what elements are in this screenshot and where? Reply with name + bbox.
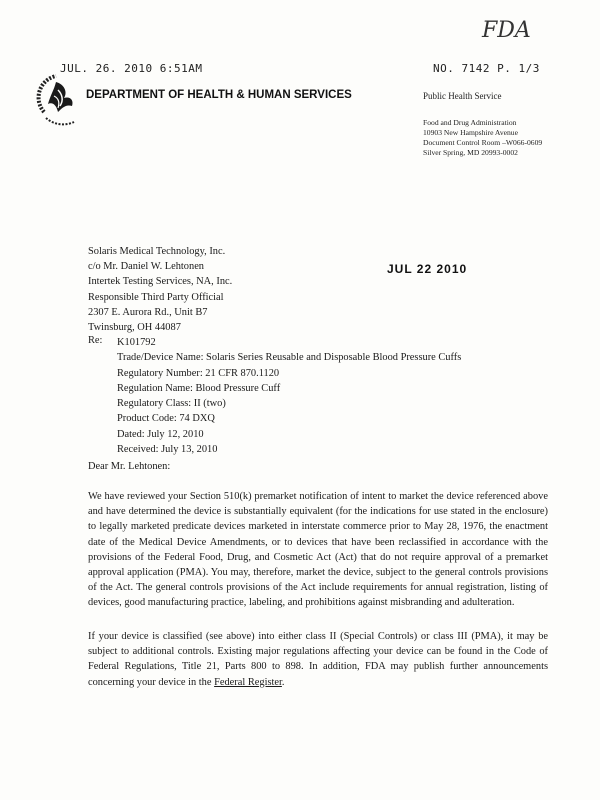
- paragraph-text: If your device is classified (see above) into either class II (Special Controls) or class III (PMA), it may be subject to additional controls. Existing major regulations affecting your device can be found in the Code of Federal Regulations, Title 21, Parts 800 to 898. In addition, FDA may publish further announcements concerning your device in the: [88, 631, 548, 688]
- fda-address-line: Document Control Room –W066-0609: [423, 138, 543, 147]
- fda-address: [423, 118, 542, 158]
- recipient-address: [88, 244, 232, 335]
- paragraph-additional-controls: [88, 629, 548, 690]
- re-line: Trade/Device Name: Solaris Series Reusable and Disposable Blood Pressure Cuffs: [117, 352, 462, 364]
- recipient-line: c/o Mr. Daniel W. Lehtonen: [88, 261, 205, 273]
- recipient-line: Solaris Medical Technology, Inc.: [88, 246, 226, 257]
- paragraph-end: .: [281, 676, 285, 688]
- fax-datetime: JUL. 26. 2010 6:51AM: [60, 62, 203, 75]
- re-label: Re:: [88, 335, 103, 346]
- received-date-stamp: JUL 22 2010: [387, 262, 468, 276]
- fda-address-line: 10903 New Hampshire Avenue: [423, 128, 518, 137]
- re-line: K101792: [117, 337, 156, 348]
- paragraph-substantial-equivalence: We have reviewed your Section 510(k) premarket notification of intent to market the device referenced above and have determined the device is substantially equivalent (for the indications for use stated in the enclosure) to legally marketed predicate devices marketed in interstate commerce prior to May 28, 1976, the enactment date of the Medical Device Amendments, or to devices that have been reclassified in accordance with the provisions of the Federal Food, Drug, and Cosmetic Act (Act) that do not require approval of a premarket approval application (PMA). You may, therefore, market the device, subject to the general controls provisions of the Act. The general controls provisions of the Act include requirements for annual registration, listing of devices, good manufacturing practice, labeling, and prohibitions against misbranding and adulteration.: [88, 491, 548, 609]
- handwritten-note: FDA: [482, 18, 531, 43]
- federal-register-reference: Federal Register: [214, 676, 282, 688]
- recipient-line: Responsible Third Party Official: [88, 291, 224, 303]
- recipient-line: 2307 E. Aurora Rd., Unit B7: [88, 306, 208, 318]
- re-line: Regulation Name: Blood Pressure Cuff: [117, 382, 281, 394]
- hhs-eagle-seal-icon: [34, 68, 82, 130]
- department-name: DEPARTMENT OF HEALTH & HUMAN SERVICES: [86, 89, 352, 101]
- fda-address-line: Silver Spring, MD 20993-0002: [423, 148, 518, 157]
- re-details: [117, 335, 461, 457]
- public-health-service: Public Health Service: [423, 91, 502, 101]
- fda-address-line: Food and Drug Administration: [423, 118, 517, 127]
- re-line: Received: July 13, 2010: [117, 444, 218, 456]
- re-line: Dated: July 12, 2010: [117, 428, 204, 440]
- re-line: Regulatory Class: II (two): [117, 398, 226, 410]
- re-line: Product Code: 74 DXQ: [117, 413, 215, 425]
- fax-page-info: NO. 7142 P. 1/3: [433, 62, 540, 75]
- re-line: Regulatory Number: 21 CFR 870.1120: [117, 367, 280, 379]
- recipient-line: Intertek Testing Services, NA, Inc.: [88, 276, 233, 288]
- recipient-line: Twinsburg, OH 44087: [88, 322, 181, 334]
- salutation: Dear Mr. Lehtonen:: [88, 461, 171, 472]
